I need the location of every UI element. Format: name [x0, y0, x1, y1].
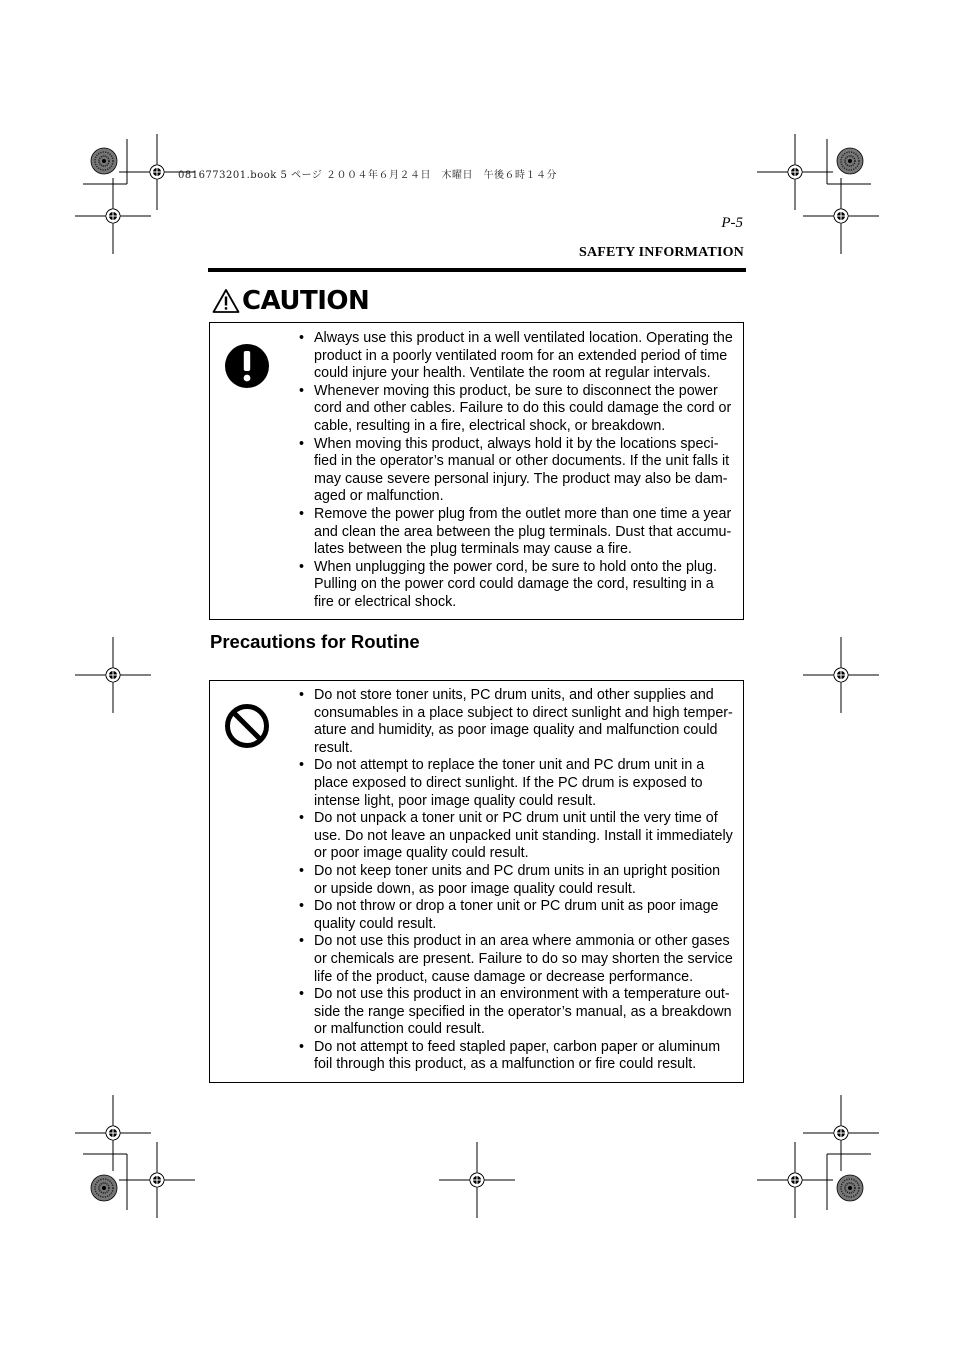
- registration-rosette-icon: [837, 1175, 863, 1201]
- caution-list: [298, 330, 735, 612]
- header-rule: [208, 268, 746, 272]
- crosshair-icon: [757, 1142, 833, 1218]
- section-title: SAFETY INFORMATION: [579, 245, 744, 260]
- list-item: • Do not throw or drop a toner unit or PC drum unit as poor image quality could result.: [298, 898, 735, 933]
- crosshair-icon: [803, 637, 879, 713]
- page-number: P-5: [721, 215, 743, 231]
- caution-label: [212, 286, 369, 316]
- list-item: • Do not attempt to replace the toner unit and PC drum unit in a place exposed to direct sunlight. If the PC drum is exposed to intense light, poor image quality could result.: [298, 757, 735, 810]
- list-item: • When unplugging the power cord, be sure to hold onto the plug. Pulling on the power cord could damage the cord, resulting in a fire or electrical shock.: [298, 559, 735, 612]
- crosshair-icon: [75, 637, 151, 713]
- crosshair-icon: [75, 178, 151, 254]
- book-info-line: 0816773201.book 5 ページ ２００４年６月２４日 木曜日 午後６時１４分: [178, 170, 558, 181]
- crosshair-icon: [119, 1142, 195, 1218]
- routine-list: [298, 687, 735, 1074]
- warning-triangle-icon: [212, 288, 240, 314]
- list-item: • Do not store toner units, PC drum units, and other supplies and consumables in a place subject to direct sunlight and high temper-ature and humidity, as poor image quality and malfunction could result.: [298, 687, 735, 757]
- caution-word: CAUTION: [242, 286, 370, 316]
- list-item: • Do not use this product in an environment with a temperature out-side the range specified in the operator’s manual, as a breakdown or malfunction could result.: [298, 986, 735, 1039]
- crosshair-icon: [75, 1095, 151, 1171]
- list-item: • Whenever moving this product, be sure to disconnect the power cord and other cables. Failure to do this could damage the cord or cable, resulting in a fire, electrical shock, or breakdown.: [298, 383, 735, 436]
- crosshair-icon: [803, 1095, 879, 1171]
- list-item: • Remove the power plug from the outlet more than one time a year and clean the area between the plug terminals. Dust that accumu-lates between the plug terminals may cause a fire.: [298, 506, 735, 559]
- registration-rosette-icon: [91, 1175, 117, 1201]
- crosshair-icon: [439, 1142, 515, 1218]
- list-item: • Do not attempt to feed stapled paper, carbon paper or aluminum foil through this product, as a malfunction or fire could result.: [298, 1039, 735, 1074]
- registration-rosette-icon: [91, 148, 117, 174]
- crosshair-icon: [757, 134, 833, 210]
- registration-rosette-icon: [837, 148, 863, 174]
- list-item: • Always use this product in a well ventilated location. Operating the product in a poorly ventilated room for an extended period of time could injure your health. Ventilate the room at regular intervals.: [298, 330, 735, 383]
- list-item: • Do not unpack a toner unit or PC drum unit until the very time of use. Do not leave an unpacked unit standing. Install it immediately or poor image quality could result.: [298, 810, 735, 863]
- list-item: • Do not use this product in an area where ammonia or other gases or chemicals are present. Failure to do so may shorten the service life of the product, cause damage or decrease performance.: [298, 933, 735, 986]
- caution-box: [209, 322, 744, 620]
- list-item: • Do not keep toner units and PC drum units in an upright position or upside down, as poor image quality could result.: [298, 863, 735, 898]
- prohibition-icon: [224, 703, 270, 749]
- list-item: • When moving this product, always hold it by the locations speci-fied in the operator’s manual or other documents. If the unit falls it may cause severe personal injury. The product may also be dam-aged or malfunction.: [298, 436, 735, 506]
- mandatory-exclamation-icon: [224, 343, 270, 389]
- routine-heading: Precautions for Routine: [210, 631, 420, 652]
- crosshair-icon: [803, 178, 879, 254]
- routine-box: [209, 680, 744, 1083]
